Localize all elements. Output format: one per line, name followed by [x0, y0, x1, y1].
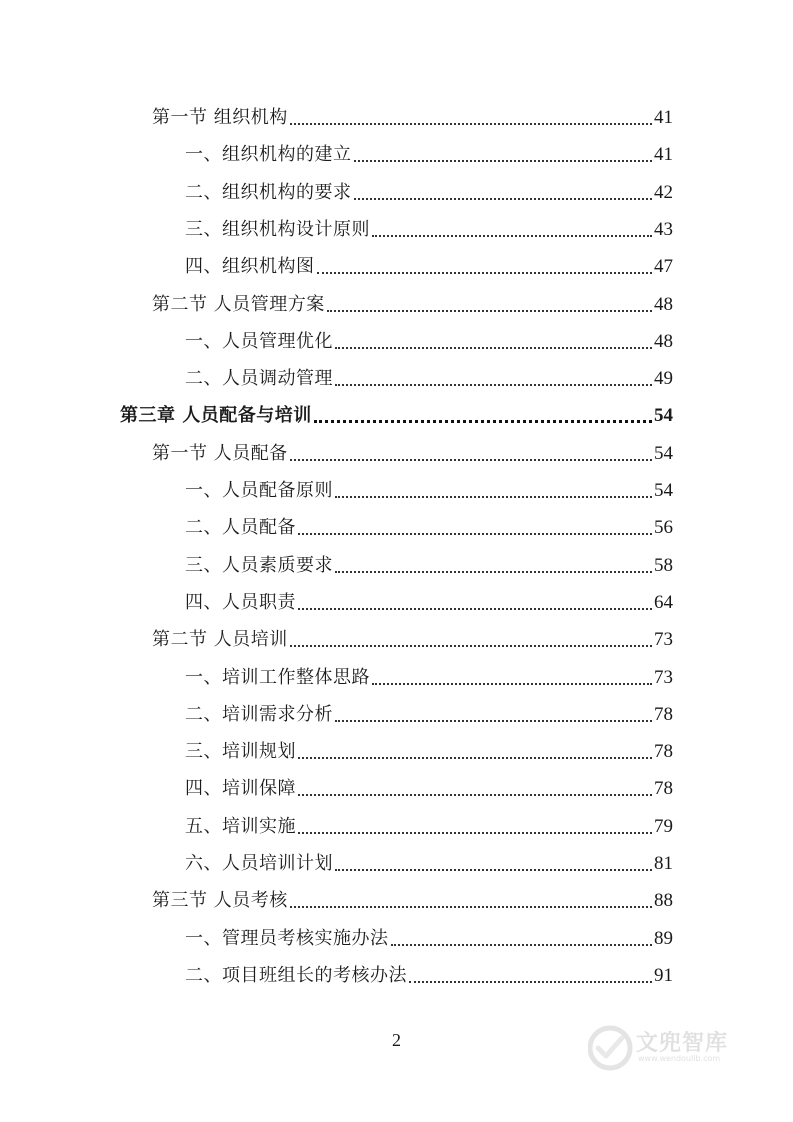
toc-entry[interactable] — [185, 700, 673, 730]
toc-entry-page: 79 — [654, 816, 673, 837]
toc-entry-label: 一、培训工作整体思路 — [185, 667, 370, 688]
toc-entry-page: 81 — [654, 853, 673, 874]
toc-entry[interactable] — [185, 849, 673, 879]
toc-entry-label: 三、组织机构设计原则 — [185, 219, 370, 240]
toc-entry[interactable] — [185, 961, 673, 991]
toc-entry-label: 第一节 人员配备 — [152, 443, 288, 464]
toc-dot-leader — [298, 794, 652, 796]
toc-dot-leader — [290, 906, 652, 908]
toc-entry[interactable] — [185, 588, 673, 618]
toc-entry-page: 54 — [654, 405, 673, 426]
toc-dot-leader — [290, 645, 652, 647]
toc-dot-leader — [409, 981, 652, 983]
toc-entry-page: 48 — [654, 294, 673, 315]
toc-entry-page: 42 — [654, 182, 673, 203]
toc-entry[interactable] — [185, 140, 673, 170]
watermark-brand: 文兜智库 — [636, 1031, 729, 1056]
toc-dot-leader — [391, 944, 653, 946]
toc-dot-leader — [298, 608, 652, 610]
toc-entry-label: 一、人员配备原则 — [185, 480, 333, 501]
toc-entry-page: 78 — [654, 778, 673, 799]
toc-dot-leader — [372, 235, 652, 237]
toc-entry-page: 56 — [654, 517, 673, 538]
toc-entry[interactable] — [185, 215, 673, 245]
toc-entry-page: 73 — [654, 667, 673, 688]
toc-entry-label: 二、组织机构的要求 — [185, 182, 352, 203]
toc-entry[interactable] — [152, 290, 673, 320]
toc-dot-leader — [314, 420, 652, 423]
toc-entry-page: 64 — [654, 592, 673, 613]
toc-entry-page: 48 — [654, 331, 673, 352]
watermark-url: www.wendoulib.com — [638, 1054, 721, 1063]
toc-entry[interactable] — [185, 252, 673, 282]
toc-dot-leader — [354, 160, 653, 162]
toc-entry-page: 54 — [654, 480, 673, 501]
toc-entry-page: 54 — [654, 443, 673, 464]
toc-entry-page: 88 — [654, 890, 673, 911]
toc-entry-page: 41 — [654, 144, 673, 165]
toc-entry-label: 五、培训实施 — [185, 816, 296, 837]
toc-entry-label: 第三节 人员考核 — [152, 890, 288, 911]
toc-entry[interactable] — [185, 476, 673, 506]
toc-entry-label: 三、培训规划 — [185, 741, 296, 762]
toc-dot-leader — [335, 869, 652, 871]
toc-entry-label: 六、人员培训计划 — [185, 853, 333, 874]
toc-entry-page: 41 — [654, 107, 673, 128]
toc-entry[interactable] — [185, 924, 673, 954]
toc-entry-page: 47 — [654, 256, 673, 277]
toc-entry-page: 91 — [654, 965, 673, 986]
toc-entry[interactable] — [185, 178, 673, 208]
toc-entry-label: 一、管理员考核实施办法 — [185, 928, 389, 949]
toc-entry[interactable] — [152, 103, 673, 133]
page-number: 2 — [392, 1030, 401, 1050]
toc-entry[interactable] — [185, 327, 673, 357]
toc-entry[interactable] — [120, 401, 673, 431]
toc-entry[interactable] — [152, 886, 673, 916]
toc-dot-leader — [335, 347, 652, 349]
toc-entry[interactable] — [185, 551, 673, 581]
toc-entry-label: 三、人员素质要求 — [185, 555, 333, 576]
toc-entry[interactable] — [185, 513, 673, 543]
toc-dot-leader — [298, 757, 652, 759]
toc-dot-leader — [290, 123, 652, 125]
toc-entry[interactable] — [152, 439, 673, 469]
watermark — [588, 1020, 758, 1076]
toc-dot-leader — [317, 272, 653, 274]
toc-entry-label: 二、人员调动管理 — [185, 368, 333, 389]
toc-dot-leader — [335, 384, 652, 386]
toc-entry-page: 49 — [654, 368, 673, 389]
toc-entry-label: 一、人员管理优化 — [185, 331, 333, 352]
toc-entry[interactable] — [152, 625, 673, 655]
toc-entry-label: 四、组织机构图 — [185, 256, 315, 277]
toc-entry-page: 78 — [654, 704, 673, 725]
toc-entry-label: 第二节 人员培训 — [152, 629, 288, 650]
toc-dot-leader — [298, 533, 652, 535]
toc-entry-label: 二、项目班组长的考核办法 — [185, 965, 407, 986]
toc-dot-leader — [290, 459, 652, 461]
toc-entry-label: 四、人员职责 — [185, 592, 296, 613]
toc-dot-leader — [327, 310, 652, 312]
toc-dot-leader — [335, 496, 652, 498]
toc-entry-label: 第二节 人员管理方案 — [152, 294, 325, 315]
toc-entry[interactable] — [185, 774, 673, 804]
toc-entry[interactable] — [185, 364, 673, 394]
toc-entry-page: 58 — [654, 555, 673, 576]
toc-dot-leader — [298, 832, 652, 834]
toc-entry[interactable] — [185, 663, 673, 693]
toc-dot-leader — [335, 720, 652, 722]
toc-dot-leader — [372, 683, 652, 685]
toc-entry-label: 第一节 组织机构 — [152, 107, 288, 128]
toc-entry-label: 二、培训需求分析 — [185, 704, 333, 725]
toc-entry-label: 二、人员配备 — [185, 517, 296, 538]
toc-entry[interactable] — [185, 812, 673, 842]
toc-entry[interactable] — [185, 737, 673, 767]
wendou-logo-icon — [588, 1022, 634, 1074]
toc-entry-label: 第三章 人员配备与培训 — [120, 405, 312, 426]
toc-entry-label: 一、组织机构的建立 — [185, 144, 352, 165]
toc-entry-label: 四、培训保障 — [185, 778, 296, 799]
toc-entry-page: 43 — [654, 219, 673, 240]
toc-dot-leader — [354, 198, 653, 200]
toc-entry-page: 78 — [654, 741, 673, 762]
toc-dot-leader — [335, 571, 652, 573]
toc-entry-page: 89 — [654, 928, 673, 949]
toc-entry-page: 73 — [654, 629, 673, 650]
